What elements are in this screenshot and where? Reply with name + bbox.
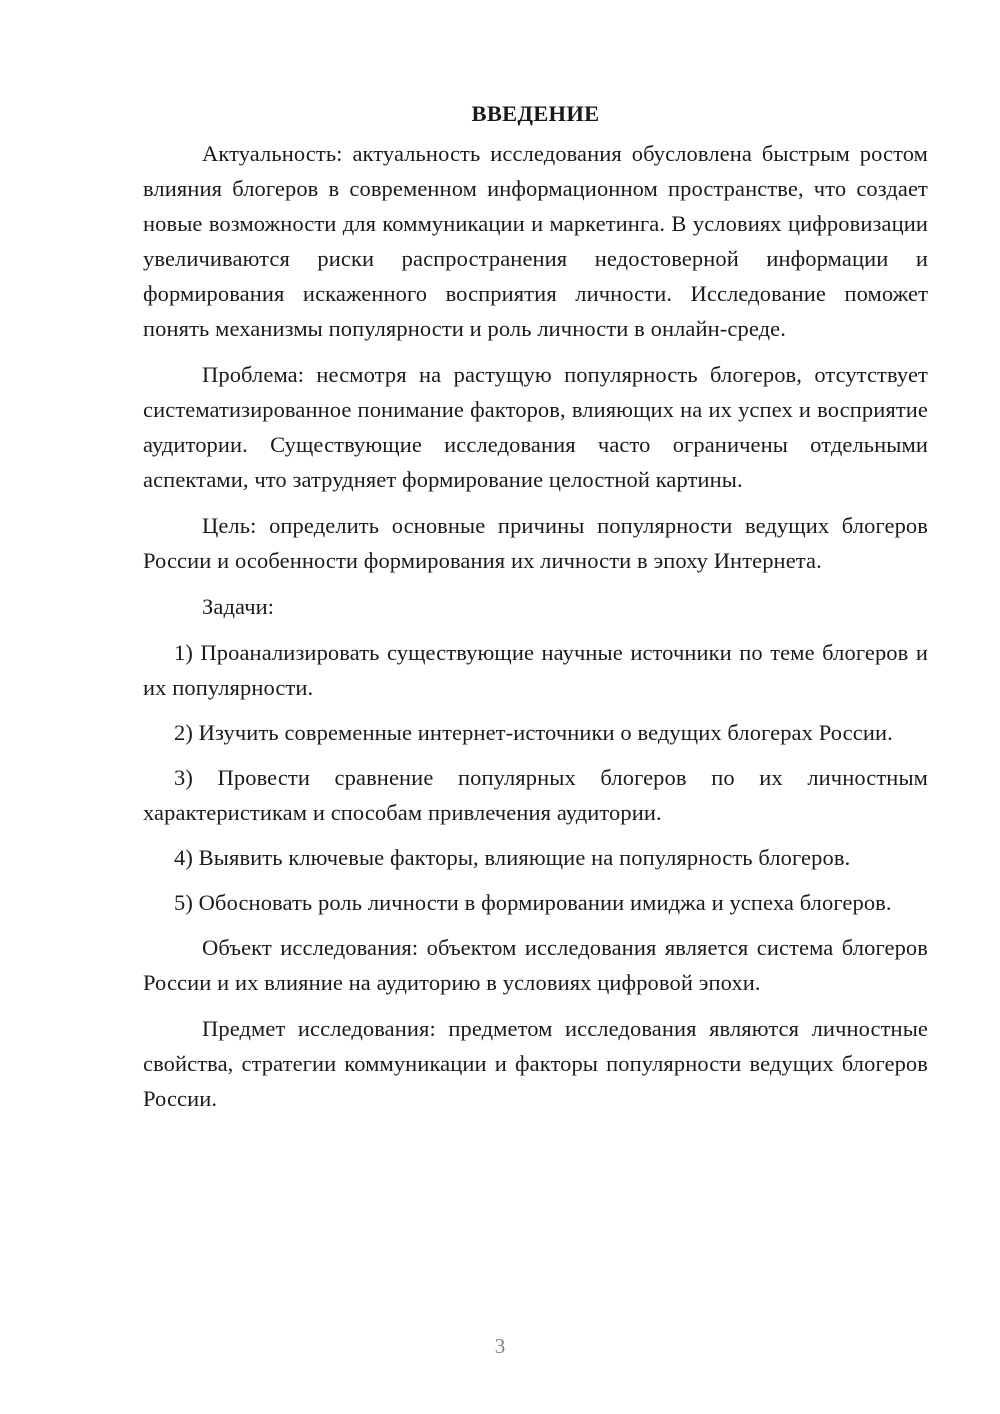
section-title: ВВЕДЕНИЕ: [471, 101, 600, 126]
task-item: 1) Проанализировать существующие научные источники по теме блогеров и их популярности.: [143, 640, 928, 700]
task-item: 3) Провести сравнение популярных блогеров по их личностным характеристикам и способам привлечения аудитории.: [143, 765, 928, 825]
document-page: [143, 96, 928, 1127]
goal-paragraph: Цель: определить основные причины популярности ведущих блогеров России и особенности формирования их личности в эпоху Интернета.: [143, 513, 928, 573]
subject-paragraph: Предмет исследования: предметом исследования являются личностные свойства, стратегии коммуникации и факторы популярности ведущих блогеров России.: [143, 1016, 928, 1111]
task-item: 4) Выявить ключевые факторы, влияющие на популярность блогеров.: [174, 845, 851, 870]
problem-paragraph: Проблема: несмотря на растущую популярность блогеров, отсутствует систематизированное понимание факторов, влияющих на их успех и восприятие аудитории. Существующие исследования часто ограничены отдельными аспектами, что затрудняет формирование целостной картины.: [143, 362, 928, 492]
task-item: 2) Изучить современные интернет-источники о ведущих блогерах России.: [174, 720, 893, 745]
tasks-heading: Задачи:: [202, 594, 275, 619]
relevance-paragraph: Актуальность: актуальность исследования обусловлена быстрым ростом влияния блогеров в современном информационном пространстве, что создает новые возможности для коммуникации и маркетинга. В условиях цифровизации увеличиваются риски распространения недостоверной информации и формирования искаженного восприятия личности. Исследование поможет понять механизмы популярности и роль личности в онлайн-среде.: [143, 141, 928, 341]
task-item: 5) Обосновать роль личности в формировании имиджа и успеха блогеров.: [174, 890, 892, 915]
page-number: 3: [494, 1334, 506, 1358]
object-paragraph: Объект исследования: объектом исследования является система блогеров России и их влияние на аудиторию в условиях цифровой эпохи.: [143, 935, 928, 995]
